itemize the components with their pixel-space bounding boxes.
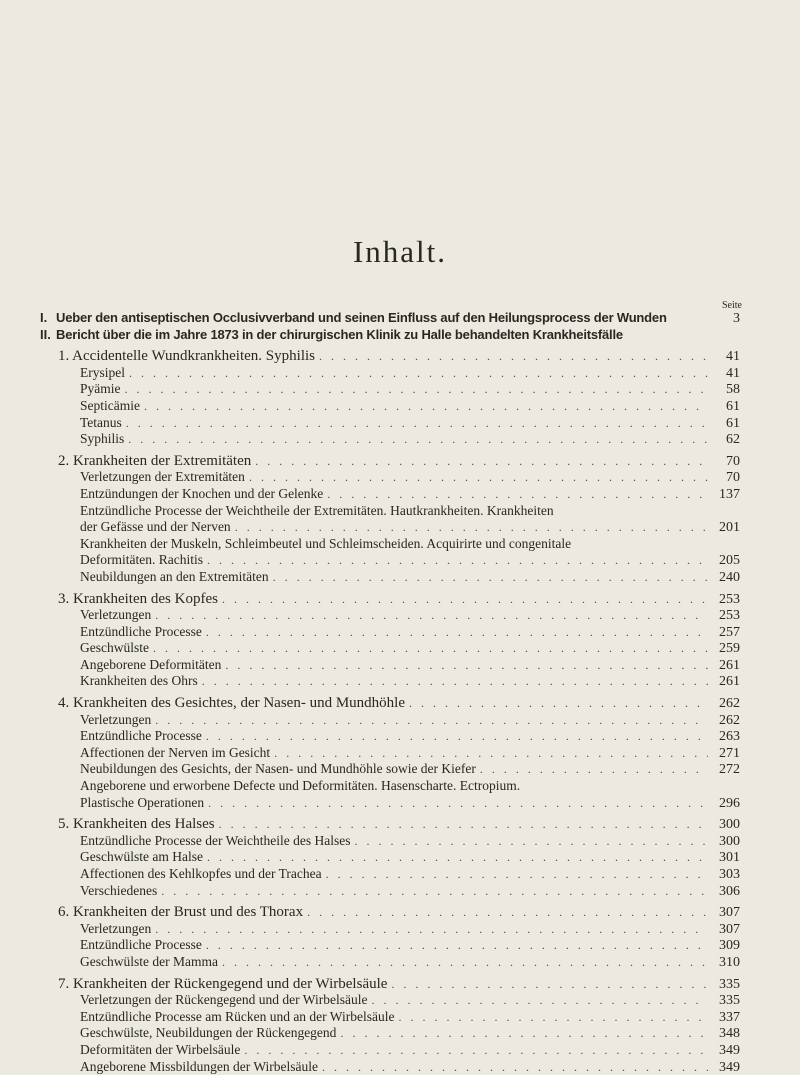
entry-title: Entzündliche Processe bbox=[80, 937, 202, 953]
toc-entry bbox=[40, 883, 740, 900]
leader-dots bbox=[206, 624, 708, 641]
toc-chapter-7 bbox=[40, 976, 740, 993]
entry-title: Entzündliche Processe bbox=[80, 728, 202, 744]
leader-dots bbox=[225, 657, 708, 674]
page-number: 205 bbox=[719, 553, 740, 569]
leader-dots bbox=[202, 673, 708, 690]
entry-title: Entzündungen der Knochen und der Gelenke bbox=[80, 485, 324, 501]
leader-dots bbox=[273, 569, 708, 586]
entry-title: Septicämie bbox=[80, 397, 140, 413]
chapter-title: 1. Accidentelle Wundkrankheiten. Syphilis bbox=[58, 348, 315, 365]
leader-dots bbox=[129, 365, 708, 382]
toc-entry bbox=[40, 761, 740, 778]
entry-title: Geschwülste am Halse bbox=[80, 849, 203, 865]
leader-dots bbox=[207, 552, 708, 569]
toc-entry bbox=[40, 552, 740, 569]
page-number: 300 bbox=[719, 817, 740, 833]
page-number: 303 bbox=[719, 867, 740, 882]
toc-chapter-5 bbox=[40, 816, 740, 833]
entry-title: Angeborene Deformitäten bbox=[80, 656, 222, 672]
toc-entry bbox=[40, 833, 740, 850]
page-number: 58 bbox=[726, 382, 740, 398]
leader-dots bbox=[206, 728, 708, 745]
chapter-title: 6. Krankheiten der Brust und des Thorax bbox=[58, 904, 304, 921]
leader-dots bbox=[128, 431, 708, 448]
leader-dots bbox=[155, 712, 708, 729]
toc-entry bbox=[40, 640, 740, 657]
page-number: 201 bbox=[719, 520, 740, 536]
page-number: 262 bbox=[719, 712, 740, 728]
leader-dots bbox=[222, 954, 708, 971]
page-number: 348 bbox=[719, 1026, 740, 1042]
entry-title: Syphilis bbox=[80, 431, 125, 447]
chapter-title: 3. Krankheiten des Kopfes bbox=[58, 590, 218, 607]
toc-entry bbox=[40, 712, 740, 729]
entry-title: der Gefässe und der Nerven bbox=[80, 519, 231, 535]
toc-entry bbox=[40, 431, 740, 448]
part-numeral: I. bbox=[40, 310, 48, 325]
entry-title: Neubildungen des Gesichts, der Nasen- und Mundhöhle sowie der Kiefer bbox=[80, 761, 476, 777]
page-title: Inhalt. bbox=[352, 234, 448, 269]
leader-dots bbox=[244, 1042, 708, 1059]
page-number: 259 bbox=[719, 641, 740, 657]
page-number: 349 bbox=[719, 1059, 740, 1075]
entry-title: Verletzungen bbox=[80, 711, 152, 727]
page-number: 271 bbox=[719, 745, 740, 761]
entry-title: Entzündliche Processe der Weichtheile des Halses bbox=[80, 832, 351, 848]
entry-title: Geschwülste, Neubildungen der Rückengegend bbox=[80, 1025, 337, 1041]
leader-dots bbox=[125, 381, 709, 398]
toc-entry bbox=[40, 1025, 740, 1042]
page-number: 262 bbox=[719, 696, 740, 712]
page-number: 349 bbox=[719, 1042, 740, 1058]
page-number: 337 bbox=[719, 1009, 740, 1025]
page-number: 41 bbox=[726, 349, 740, 365]
page-column-label: Seite bbox=[722, 300, 742, 311]
entry-title: Affectionen des Kehlkopfes und der Trachea bbox=[80, 866, 322, 881]
page-number: 240 bbox=[719, 569, 740, 585]
leader-dots bbox=[326, 866, 708, 883]
page-number: 62 bbox=[726, 432, 740, 448]
chapter-title: 7. Krankheiten der Rückengegend und der Wirbelsäule bbox=[58, 975, 388, 992]
page-number: 3 bbox=[733, 311, 740, 326]
entry-title: Entzündliche Processe bbox=[80, 623, 202, 639]
toc-entry bbox=[40, 673, 740, 690]
entry-title: Verletzungen der Extremitäten bbox=[80, 469, 245, 485]
page-number: 301 bbox=[719, 850, 740, 866]
entry-title: Pyämie bbox=[80, 381, 121, 397]
page-number: 253 bbox=[719, 591, 740, 607]
toc-entry bbox=[40, 745, 740, 762]
toc-entry bbox=[40, 1042, 740, 1059]
toc-entry-line: Entzündliche Processe der Weichtheile der Extremitäten. Hautkrankheiten. Krankheiten bbox=[80, 502, 554, 518]
toc-chapter-1 bbox=[40, 348, 740, 365]
toc-part-1 bbox=[40, 310, 740, 327]
entry-title: Geschwülste der Mamma bbox=[80, 953, 218, 969]
toc-entry bbox=[40, 954, 740, 971]
leader-dots bbox=[398, 1009, 708, 1026]
toc-entry bbox=[40, 519, 740, 536]
toc-entry-line: Krankheiten der Muskeln, Schleimbeutel und Schleimscheiden. Acquirirte und congenitale bbox=[80, 535, 572, 551]
page-number: 261 bbox=[719, 657, 740, 673]
leader-dots bbox=[340, 1025, 708, 1042]
toc-entry bbox=[40, 381, 740, 398]
toc-entry bbox=[40, 365, 740, 382]
page-number: 70 bbox=[726, 470, 740, 486]
toc-part-2 bbox=[40, 327, 740, 344]
entry-title: Verletzungen der Rückengegend und der Wirbelsäule bbox=[80, 992, 368, 1008]
page-number: 41 bbox=[726, 365, 740, 381]
leader-dots bbox=[235, 519, 708, 536]
toc-entry bbox=[40, 624, 740, 641]
entry-title: Erysipel bbox=[80, 364, 125, 380]
page-number: 296 bbox=[719, 795, 740, 811]
leader-dots bbox=[222, 591, 708, 608]
entry-title: Tetanus bbox=[80, 414, 122, 430]
page-number: 307 bbox=[719, 905, 740, 921]
chapter-title: 2. Krankheiten der Extremitäten bbox=[58, 452, 252, 469]
toc-entry bbox=[40, 921, 740, 938]
toc-chapter-2 bbox=[40, 453, 740, 470]
toc-entry bbox=[40, 1009, 740, 1026]
entry-title: Deformitäten der Wirbelsäule bbox=[80, 1041, 241, 1057]
toc-entry-line: Angeborene und erworbene Defecte und Deformitäten. Hasenscharte. Ectropium. bbox=[80, 778, 521, 794]
page-number: 61 bbox=[726, 398, 740, 414]
leader-dots bbox=[371, 992, 708, 1009]
toc-entry bbox=[40, 569, 740, 586]
toc-entry bbox=[40, 849, 740, 866]
page-number: 309 bbox=[719, 938, 740, 954]
toc-entry bbox=[40, 795, 740, 812]
toc-entry bbox=[40, 415, 740, 432]
leader-dots bbox=[480, 761, 708, 778]
entry-title: Geschwülste bbox=[80, 640, 149, 656]
leader-dots bbox=[126, 415, 708, 432]
toc-chapter-3 bbox=[40, 591, 740, 608]
toc-entry bbox=[40, 607, 740, 624]
leader-dots bbox=[249, 469, 708, 486]
entry-title: Verletzungen bbox=[80, 607, 152, 623]
toc-entry bbox=[40, 486, 740, 503]
toc-entry bbox=[40, 937, 740, 954]
entry-title: Krankheiten des Ohrs bbox=[80, 673, 198, 689]
leader-dots bbox=[307, 904, 708, 921]
page-number: 70 bbox=[726, 453, 740, 469]
entry-title: Verletzungen bbox=[80, 920, 152, 936]
page-number: 300 bbox=[719, 833, 740, 849]
page-number: 335 bbox=[719, 993, 740, 1009]
page-number: 263 bbox=[719, 729, 740, 745]
page-number: 253 bbox=[719, 608, 740, 624]
page-number: 310 bbox=[719, 954, 740, 970]
toc-entry bbox=[40, 398, 740, 415]
part-title: Bericht über die im Jahre 1873 in der chirurgischen Klinik zu Halle behandelten Krankheitsfälle bbox=[56, 326, 623, 342]
entry-title: Affectionen der Nerven im Gesicht bbox=[80, 744, 271, 760]
leader-dots bbox=[319, 348, 708, 365]
toc-chapter-4 bbox=[40, 695, 740, 712]
leader-dots bbox=[255, 453, 708, 470]
page-number: 257 bbox=[719, 624, 740, 640]
leader-dots bbox=[207, 849, 708, 866]
chapter-title: 4. Krankheiten des Gesichtes, der Nasen- und Mundhöhle bbox=[58, 695, 405, 712]
leader-dots bbox=[274, 745, 708, 762]
leader-dots bbox=[354, 833, 708, 850]
entry-title: Entzündliche Processe am Rücken und an der Wirbelsäule bbox=[80, 1008, 395, 1024]
leader-dots bbox=[219, 816, 708, 833]
part-numeral: II. bbox=[40, 326, 51, 342]
leader-dots bbox=[327, 486, 708, 503]
leader-dots bbox=[409, 695, 708, 712]
toc-entry bbox=[40, 1059, 740, 1075]
entry-title: Angeborene Missbildungen der Wirbelsäule bbox=[80, 1058, 319, 1074]
toc-entry bbox=[40, 866, 740, 883]
leader-dots bbox=[161, 883, 708, 900]
page-number: 335 bbox=[719, 976, 740, 992]
toc-entry bbox=[40, 728, 740, 745]
leader-dots bbox=[144, 398, 708, 415]
toc-entry bbox=[40, 992, 740, 1009]
leader-dots bbox=[322, 1059, 708, 1075]
chapter-title: 5. Krankheiten des Halses bbox=[58, 816, 215, 833]
leader-dots bbox=[208, 795, 708, 812]
entry-title: Verschiedenes bbox=[80, 882, 158, 898]
leader-dots bbox=[155, 607, 708, 624]
leader-dots bbox=[155, 921, 708, 938]
leader-dots bbox=[391, 976, 708, 993]
page-number: 61 bbox=[726, 415, 740, 431]
toc-entry bbox=[40, 469, 740, 486]
page-number: 306 bbox=[719, 883, 740, 899]
part-title: Ueber den antiseptischen Occlusivverband und seinen Einfluss auf den Heilungsprocess der Wunden bbox=[56, 310, 667, 325]
page-number: 261 bbox=[719, 674, 740, 690]
leader-dots bbox=[153, 640, 708, 657]
page-number: 137 bbox=[719, 486, 740, 502]
page-number: 307 bbox=[719, 921, 740, 937]
leader-dots bbox=[206, 937, 708, 954]
toc-entry bbox=[40, 657, 740, 674]
table-of-contents bbox=[40, 310, 740, 1075]
entry-title: Plastische Operationen bbox=[80, 794, 205, 810]
entry-title: Neubildungen an den Extremitäten bbox=[80, 568, 269, 584]
page-number: 272 bbox=[719, 762, 740, 778]
toc-chapter-6 bbox=[40, 904, 740, 921]
entry-title: Deformitäten. Rachitis bbox=[80, 552, 203, 568]
